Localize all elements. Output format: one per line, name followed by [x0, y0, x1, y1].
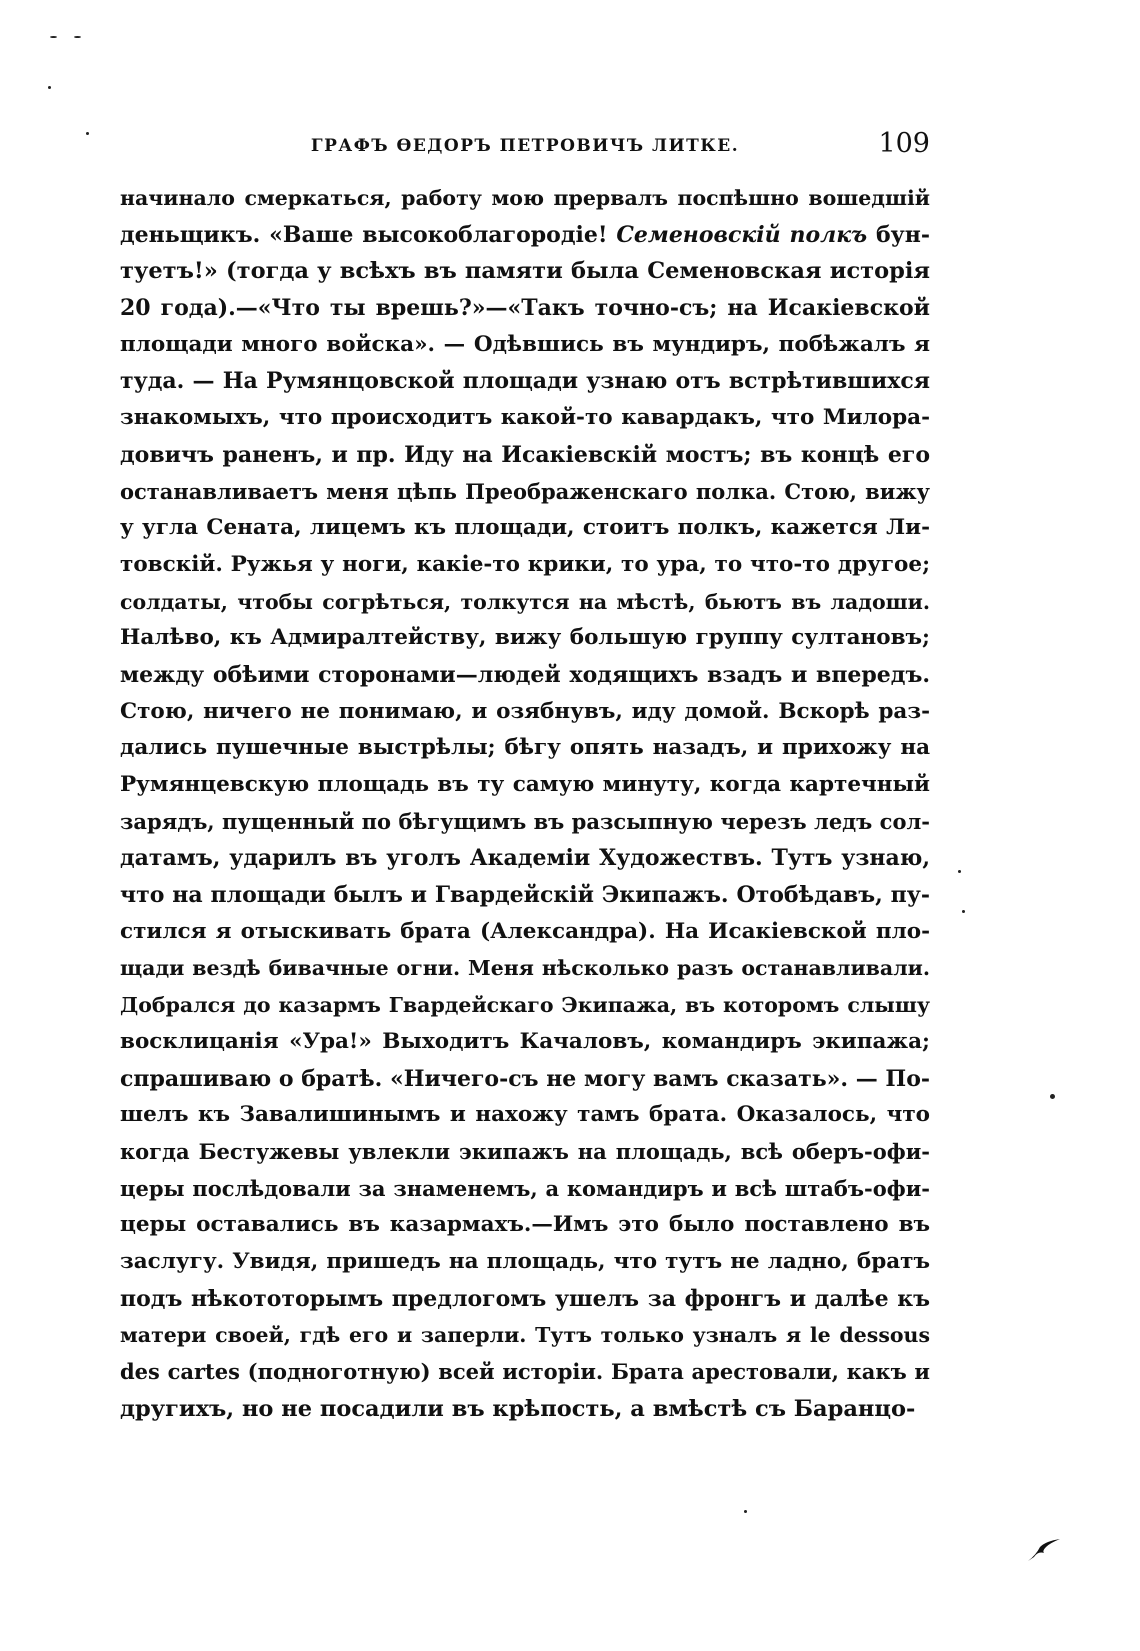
text-line: датамъ, ударилъ въ уголъ Академіи Художествъ. Тутъ узнаю,: [120, 845, 930, 872]
text-line: заслугу. Увидя, пришедъ на площадь, что тутъ не ладно, братъ: [120, 1248, 930, 1274]
ink-mark-icon: [1026, 1535, 1062, 1563]
text-line: товскій. Ружья у ноги, какіе-то крики, то ура, то что-то другое;: [120, 551, 930, 577]
text-line: Налѣво, къ Адмиралтейству, вижу большую группу султановъ;: [120, 625, 930, 651]
text-line: туда. — На Румянцовской площади узнаю отъ встрѣтившихся: [120, 368, 930, 395]
text-line: знакомыхъ, что происходитъ какой-то кавардакъ, что Милора-: [120, 405, 930, 431]
text-line: 20 года).—«Что ты врешь?»—«Такъ точно-съ; на Исакіевской: [120, 295, 930, 322]
text-line: Стою, ничего не понимаю, и озябнувъ, иду домой. Вскорѣ раз-: [120, 698, 930, 724]
text-line: стился я отыскивать брата (Александра). На Исакіевской пло-: [120, 918, 930, 944]
line-segment: бун-: [867, 221, 930, 248]
scan-speck: [74, 36, 81, 38]
running-head: [120, 128, 930, 168]
text-line: подъ нѣкототорымъ предлогомъ ушелъ за фронгъ и далѣе къ: [120, 1285, 930, 1312]
text-line: дались пушечные выстрѣлы; бѣгу опять назадъ, и прихожу на: [120, 735, 930, 761]
text-line: des cartes (подноготную) всей исторіи. Брата арестовали, какъ и: [120, 1359, 930, 1384]
line-segment: деньщикъ. «Ваше высокоблагородіе!: [120, 221, 617, 248]
body-text: [120, 180, 930, 1427]
text-line: шелъ къ Завалишинымъ и нахожу тамъ брата. Оказалось, что: [120, 1102, 930, 1128]
text-line-with-italic: [120, 217, 930, 254]
text-line: зарядъ, пущенный по бѣгущимъ въ разсыпную черезъ ледъ сол-: [120, 808, 930, 834]
text-line: восклицанія «Ура!» Выходитъ Качаловъ, командиръ экипажа;: [120, 1028, 930, 1054]
scan-speck: [962, 910, 965, 913]
text-line: начинало смеркаться, работу мою прервалъ поспѣшно вошедшій: [120, 186, 930, 210]
text-line: матери своей, гдѣ его и заперли. Тутъ только узналъ я le dessous: [120, 1323, 930, 1348]
text-line: церы оставались въ казармахъ.—Имъ это было поставлено въ: [120, 1212, 930, 1238]
text-line: довичъ раненъ, и пр. Иду на Исакіевскій мостъ; въ концѣ его: [120, 441, 930, 468]
text-line: туетъ!» (тогда у всѣхъ въ памяти была Семеновская исторія: [120, 258, 930, 285]
text-line: церы послѣдовали за знаменемъ, а командиръ и всѣ штабъ-офи-: [120, 1175, 930, 1201]
text-line: площади много войска». — Одѣвшись въ мундиръ, побѣжалъ я: [120, 331, 930, 357]
text-line: щади вездѣ бивачные огни. Меня нѣсколько разъ останавливали.: [120, 956, 930, 981]
text-line: солдаты, чтобы согрѣться, толкутся на мѣстѣ, бьютъ въ ладоши.: [120, 589, 930, 614]
scan-speck: [50, 36, 57, 38]
page-number: 109: [878, 128, 930, 159]
scan-speck: [48, 86, 51, 89]
scan-speck: [744, 1510, 747, 1513]
text-line: другихъ, но не посадили въ крѣпость, а вмѣстѣ съ Баранцо-: [120, 1395, 916, 1422]
scan-speck: [958, 870, 961, 873]
text-line: спрашиваю о братѣ. «Ничего-съ не могу вамъ сказать». — По-: [120, 1065, 930, 1092]
text-line: останавливаетъ меня цѣпь Преображенскаго полка. Стою, вижу: [120, 478, 930, 504]
running-title: ГРАФЪ ѲЕДОРЪ ПЕТРОВИЧЪ ЛИТКЕ.: [310, 136, 740, 156]
text-line: между обѣими сторонами—людей ходящихъ взадъ и впередъ.: [120, 661, 930, 688]
scan-speck: [86, 132, 89, 135]
italic-segment: Семеновскій полкъ: [616, 221, 868, 248]
text-line: Добрался до казармъ Гвардейскаго Экипажа, въ которомъ слышу: [120, 993, 930, 1018]
text-line: когда Бестужевы увлекли экипажъ на площадь, всѣ оберъ-офи-: [120, 1138, 930, 1164]
text-line: что на площади былъ и Гвардейскій Экипажъ. Отобѣдавъ, пу-: [120, 882, 930, 909]
scan-speck: [1050, 1094, 1055, 1099]
text-line: у угла Сената, лицемъ къ площади, стоитъ полкъ, кажется Ли-: [120, 515, 930, 541]
text-line: Румянцевскую площадь въ ту самую минуту, когда картечный: [120, 772, 930, 797]
